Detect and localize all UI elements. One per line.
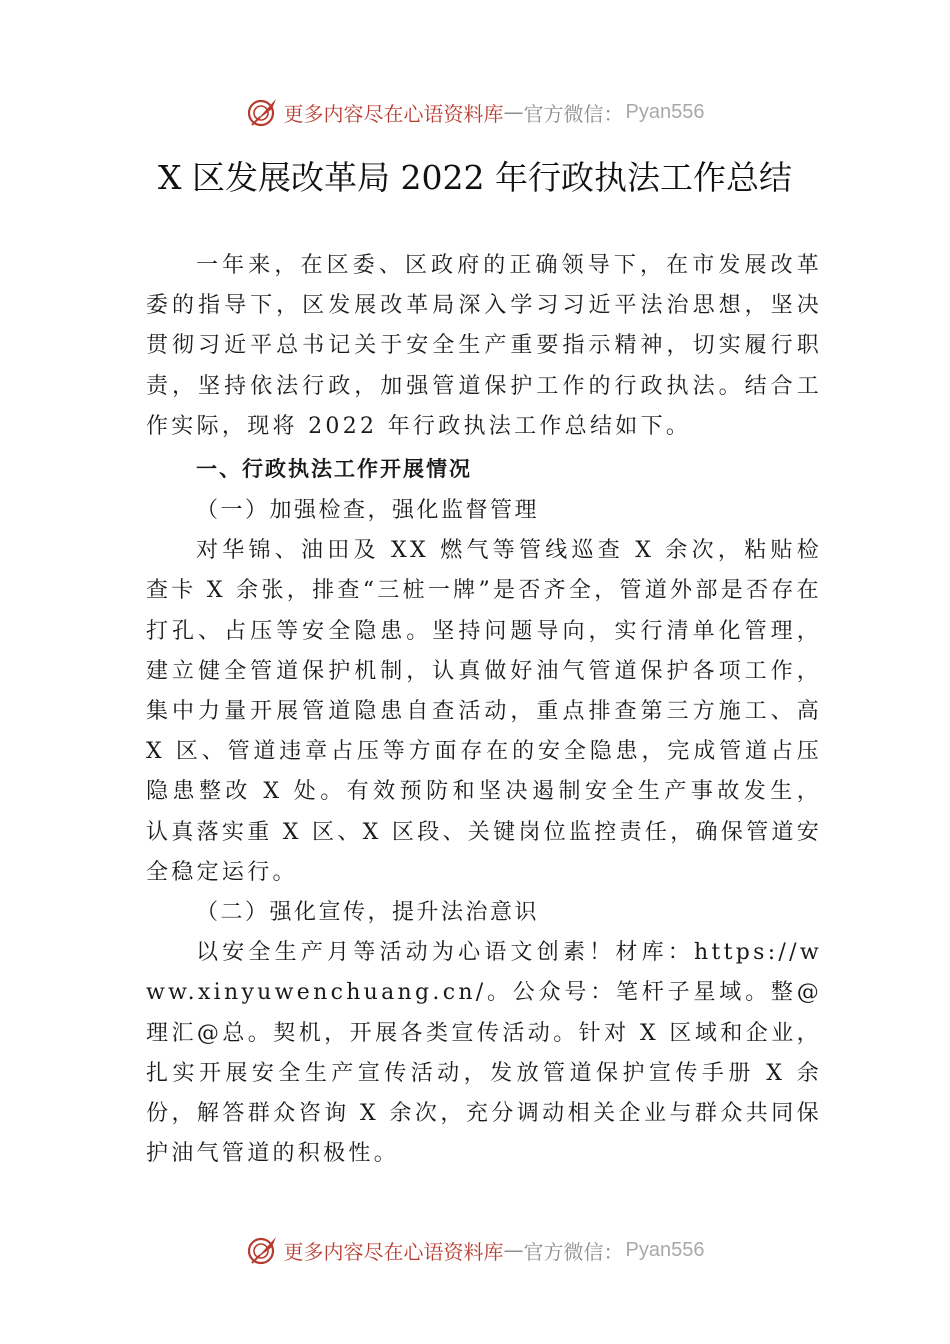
- document-title: X 区发展改革局 2022 年行政执法工作总结: [158, 158, 792, 197]
- inspection-paragraph: 对华锦、油田及 XX 燃气等管线巡查 X 余次，粘贴检查卡 X 余张，排查“三桩一牌”是否齐全，管道外部是否存在打孔、占压等安全隐患。坚持问题导向，实行清单化管理， 建立健全管道保护机制，认真做好油气管道保护各项工作， 集中力量开展管道隐患自查活动，重点排查第三方施工、高 X 区、管道违章占压等方面存在的安全隐患，完成管道占压隐患整改 X 处。有效预防和坚决遏制安全生产事故发生， 认真落实重 X 区、X 区段、关键岗位监控责任，确保管道安全稳定运行。: [146, 538, 823, 885]
- banner-dash: —: [503, 1238, 524, 1262]
- banner-lead-text: 更多内容尽在心语资料库: [283, 1239, 504, 1264]
- subsection-heading-2: （二）强化宣传，提升法治意识: [196, 900, 540, 926]
- quill-seal-logo-icon: [246, 95, 280, 129]
- footer-watermark-banner: [0, 1230, 950, 1270]
- header-watermark-banner: [0, 92, 950, 132]
- banner-tail-text: 官方微信：: [523, 1239, 624, 1264]
- banner-tail-text: 官方微信：: [523, 101, 624, 126]
- intro-paragraph: 一年来，在区委、区政府的正确领导下，在市发展改革委的指导下，区发展改革局深入学习习近平法治思想，坚决贯彻习近平总书记关于安全生产重要指示精神，切实履行职责，坚持依法行政，加强管道保护工作的行政执法。结合工作实际，现将 2022 年行政执法工作总结如下。: [146, 253, 822, 439]
- quill-seal-logo-icon: [246, 1233, 280, 1267]
- banner-wechat-id: Pyan556: [625, 1238, 705, 1261]
- banner-dash: —: [503, 100, 524, 124]
- publicity-paragraph: 以安全生产月等活动为心语文创素！材库：https://www.xinyuwenchuang.cn/。公众号：笔杆子星域。整@理汇@总。契机，开展各类宣传活动。针对 X 区域和企业，扎实开展安全生产宣传活动，发放管道保护宣传手册 X 余份，解答群众咨询 X 余次，充分调动相关企业与群众共同保护油气管道的积极性。: [146, 940, 822, 1167]
- banner-lead-text: 更多内容尽在心语资料库: [283, 101, 504, 126]
- section-heading-1: 一、行政执法工作开展情况: [196, 457, 472, 482]
- subsection-heading-1: （一）加强检查，强化监督管理: [196, 498, 540, 524]
- document-body: [146, 246, 822, 1174]
- banner-wechat-id: Pyan556: [625, 100, 705, 123]
